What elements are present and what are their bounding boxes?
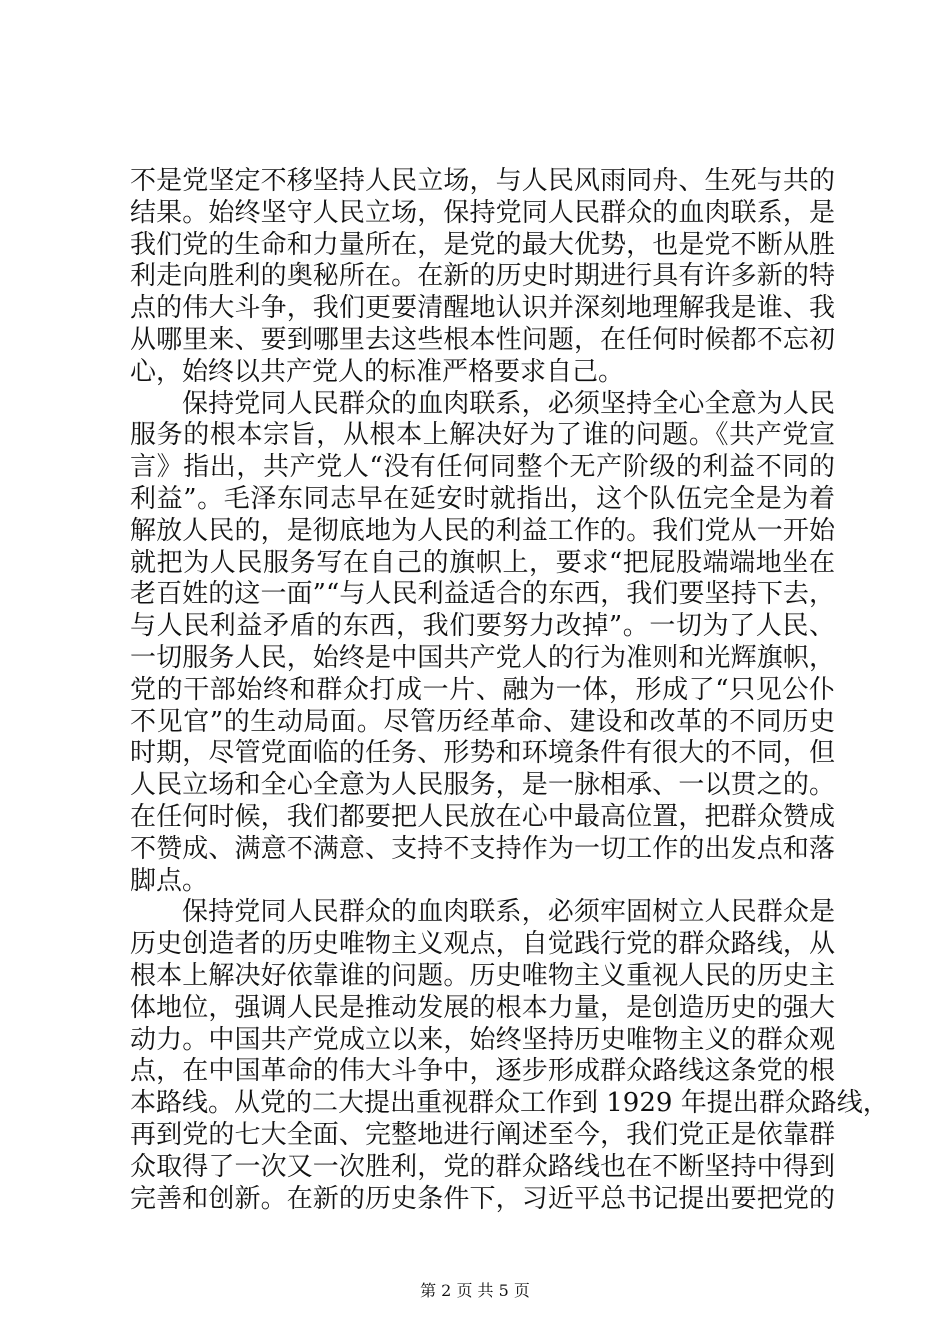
text-line: 体地位，强调人民是推动发展的根本力量，是创造历史的强大 xyxy=(130,992,835,1023)
text-line: 与人民利益矛盾的东西，我们要努力改掉”。一切为了人民、 xyxy=(130,611,835,642)
text-line: 众取得了一次又一次胜利，党的群众路线也在不断坚持中得到 xyxy=(130,1151,835,1182)
text-line: 保持党同人民群众的血肉联系，必须牢固树立人民群众是 xyxy=(182,897,835,928)
text-line: 完善和创新。在新的历史条件下，习近平总书记提出要把党的 xyxy=(130,1183,835,1214)
text-line: 言》指出，共产党人“没有任何同整个无产阶级的利益不同的 xyxy=(130,452,835,483)
text-line: 再到党的七大全面、完整地进行阐述至今，我们党正是依靠群 xyxy=(130,1119,835,1150)
text-line: 人民立场和全心全意为人民服务，是一脉相承、一以贯之的。 xyxy=(130,770,835,801)
text-line: 老百姓的这一面”“与人民利益适合的东西，我们要坚持下去， xyxy=(130,579,835,610)
text-line: 结果。始终坚守人民立场，保持党同人民群众的血肉联系，是 xyxy=(130,197,835,228)
text-line: 不是党坚定不移坚持人民立场，与人民风雨同舟、生死与共的 xyxy=(130,166,835,196)
text-line: 不见官”的生动局面。尽管历经革命、建设和改革的不同历史 xyxy=(130,706,835,737)
text-line: 脚点。 xyxy=(130,865,209,896)
text-line: 服务的根本宗旨，从根本上解决好为了谁的问题。《共产党宣 xyxy=(130,420,835,451)
text-line: 利益”。毛泽东同志早在延安时就指出，这个队伍完全是为着 xyxy=(130,483,835,514)
text-line: 历史创造者的历史唯物主义观点，自觉践行党的群众路线，从 xyxy=(130,929,835,960)
page-footer: 第 2 页 共 5 页 xyxy=(420,1281,530,1300)
text-line: 根本上解决好依靠谁的问题。历史唯物主义重视人民的历史主 xyxy=(130,960,835,991)
paragraph xyxy=(130,166,835,389)
text-line: 点的伟大斗争，我们更要清醒地认识并深刻地理解我是谁、我 xyxy=(130,293,835,324)
text-line: 心，始终以共产党人的标准严格要求自己。 xyxy=(130,356,625,387)
text-line: 我们党的生命和力量所在，是党的最大优势，也是党不断从胜 xyxy=(130,229,835,260)
text-line: 不赞成、满意不满意、支持不支持作为一切工作的出发点和落 xyxy=(130,833,835,864)
document-body xyxy=(130,166,889,1215)
text-line: 从哪里来、要到哪里去这些根本性问题，在任何时候都不忘初 xyxy=(130,324,835,355)
text-line: 本路线。从党的二大提出重视群众工作到 1929 年提出群众路线， xyxy=(130,1088,889,1119)
text-line: 时期，尽管党面临的任务、形势和环境条件有很大的不同，但 xyxy=(130,738,835,769)
text-line: 在任何时候，我们都要把人民放在心中最高位置，把群众赞成 xyxy=(130,801,835,832)
text-line: 保持党同人民群众的血肉联系，必须坚持全心全意为人民 xyxy=(182,388,835,419)
text-line: 就把为人民服务写在自己的旗帜上，要求“把屁股端端地坐在 xyxy=(130,547,835,578)
paragraph xyxy=(130,389,835,898)
paragraph xyxy=(130,897,889,1215)
text-line: 点，在中国革命的伟大斗争中，逐步形成群众路线这条党的根 xyxy=(130,1056,835,1087)
text-line: 利走向胜利的奥秘所在。在新的历史时期进行具有许多新的特 xyxy=(130,261,835,292)
text-line: 动力。中国共产党成立以来，始终坚持历史唯物主义的群众观 xyxy=(130,1024,835,1055)
text-line: 解放人民的，是彻底地为人民的利益工作的。我们党从一开始 xyxy=(130,515,835,546)
text-line: 党的干部始终和群众打成一片、融为一体，形成了“只见公仆 xyxy=(130,674,835,705)
text-line: 一切服务人民，始终是中国共产党人的行为准则和光辉旗帜， xyxy=(130,642,835,673)
